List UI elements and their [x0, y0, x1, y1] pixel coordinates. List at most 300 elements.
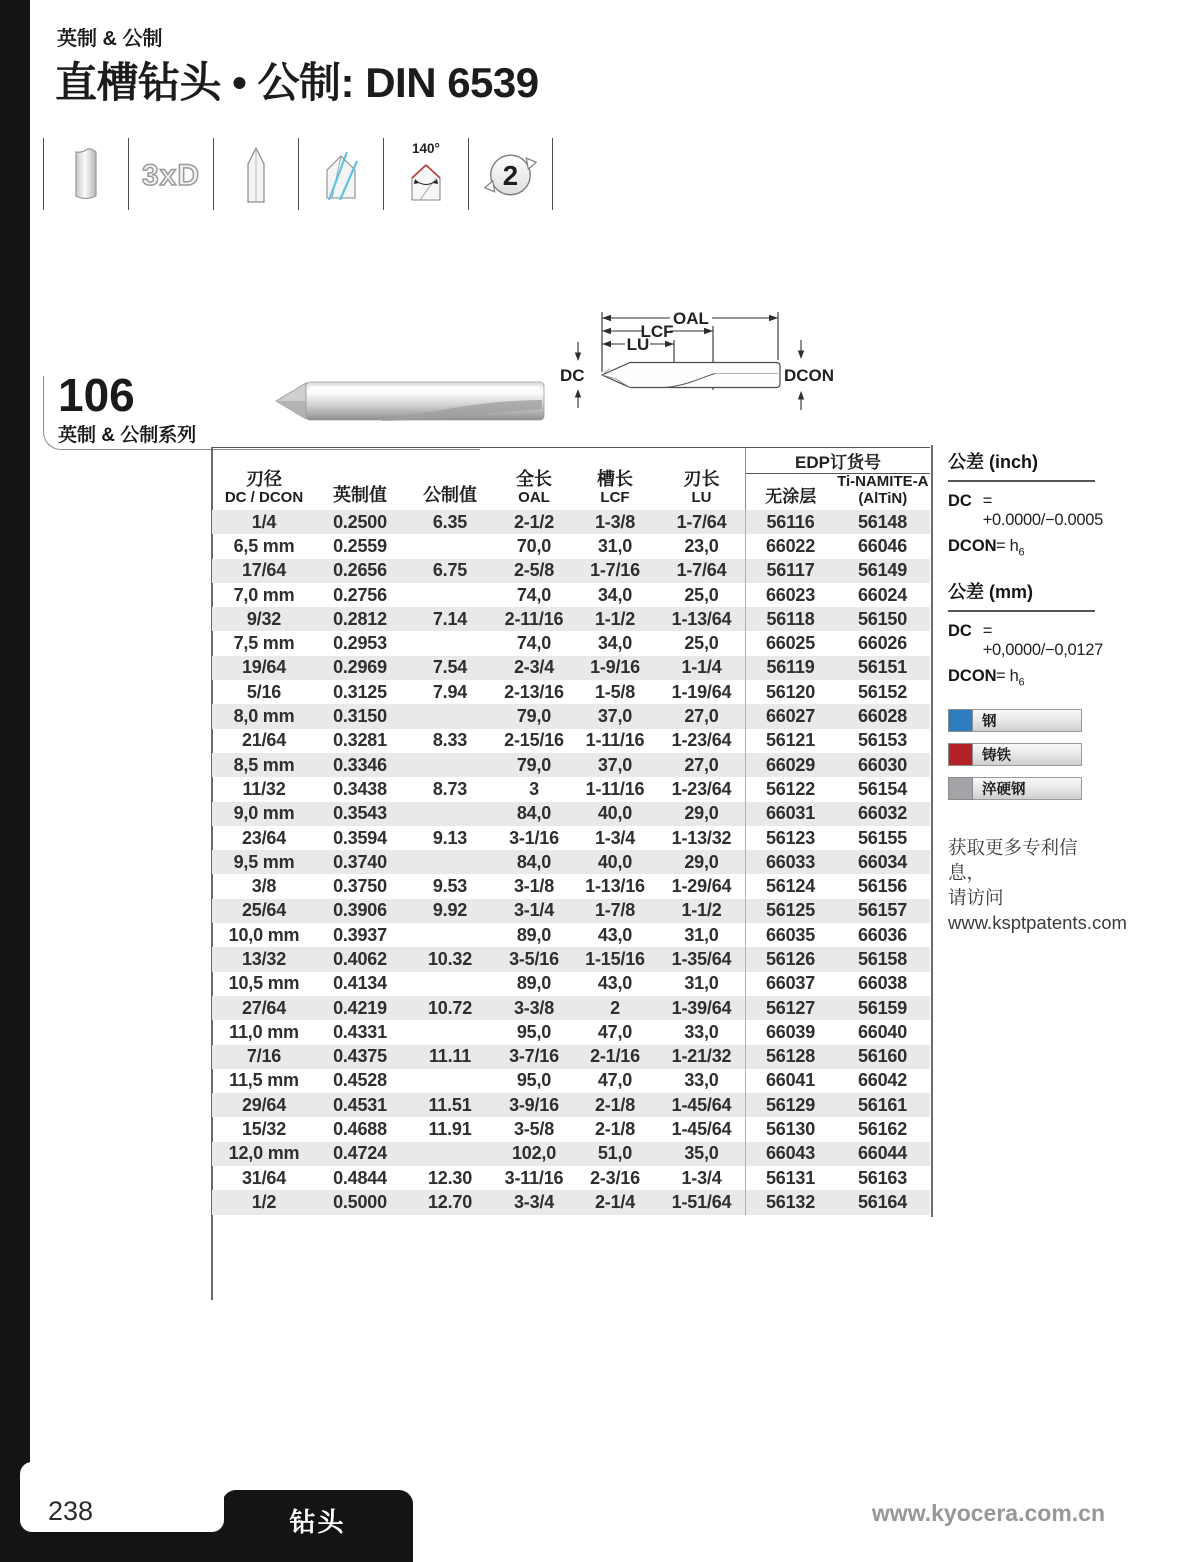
- footer-category-tab: [222, 1490, 413, 1562]
- table-cell: 0.5000: [333, 1191, 387, 1212]
- table-cell: 27,0: [684, 754, 719, 775]
- table-cell: 3-11/16: [504, 1167, 564, 1188]
- table-cell: 74,0: [516, 633, 552, 654]
- table-cell: 9.13: [432, 827, 468, 848]
- table-cell: 0.4375: [333, 1046, 387, 1067]
- point-angle-label: 140°: [412, 141, 440, 156]
- table-row: [212, 777, 930, 801]
- table-row: [212, 1166, 930, 1190]
- table-cell: 2-1/2: [513, 511, 555, 532]
- table-cell: [404, 534, 496, 558]
- table-cell: 0.4528: [333, 1070, 387, 1091]
- table-cell: 1-19/64: [671, 681, 732, 702]
- table-cell: 5/16: [246, 681, 282, 702]
- table-cell: 7.94: [432, 681, 468, 702]
- table-cell: 95,0: [516, 1021, 552, 1042]
- table-cell: 1-1/4: [681, 657, 722, 678]
- tolerance-inch-dcon: DCON = $h_6$: [948, 537, 1025, 559]
- table-cell: 6.35: [432, 511, 468, 532]
- table-cell: 3-1/16: [509, 827, 559, 848]
- col-header-oal: 全长 OAL: [516, 468, 552, 506]
- table-cell: 1-1/2: [594, 608, 636, 629]
- table-cell: 1-11/16: [585, 778, 645, 799]
- table-cell: 11.11: [428, 1046, 472, 1067]
- table-cell: 56125: [745, 899, 835, 923]
- diagram-dc-label: DC: [560, 366, 585, 385]
- table-cell: 1-3/8: [594, 511, 636, 532]
- table-cell: 56158: [857, 948, 908, 969]
- table-cell: 56128: [745, 1045, 835, 1069]
- table-cell: [404, 1142, 496, 1166]
- material-color-swatch: [948, 777, 973, 800]
- table-cell: 89,0: [516, 973, 552, 994]
- tolerance-mm-dc: DC = +0,0000/−0,0127: [948, 622, 1103, 660]
- table-cell: 0.3740: [333, 851, 387, 872]
- table-cell: 66027: [745, 704, 835, 728]
- table-cell: 1-13/32: [671, 827, 732, 848]
- table-cell: 23/64: [241, 827, 287, 848]
- table-cell: 29/64: [241, 1094, 287, 1115]
- table-cell: 0.2969: [333, 657, 387, 678]
- table-cell: 1-13/64: [671, 608, 732, 629]
- table-cell: 1-7/16: [590, 560, 640, 581]
- table-cell: 8,5 mm: [233, 754, 295, 775]
- table-row: [212, 972, 930, 996]
- table-cell: 66036: [857, 924, 908, 945]
- table-cell: 79,0: [516, 754, 552, 775]
- table-cell: 1-23/64: [671, 778, 732, 799]
- table-row: [212, 559, 930, 583]
- material-label-bar: [973, 777, 1082, 800]
- table-cell: 29,0: [684, 851, 719, 872]
- table-sidebar-divider: [931, 445, 933, 1217]
- table-cell: 66035: [745, 923, 835, 947]
- table-cell: 1-45/64: [671, 1094, 732, 1115]
- table-cell: 56130: [745, 1117, 835, 1141]
- table-cell: 11.91: [428, 1119, 472, 1140]
- table-cell: 1-23/64: [671, 730, 732, 751]
- col-header-ti-namite: Ti-NAMITE-A (AlTiN): [837, 473, 929, 507]
- tolerance-inch-dc: DC = +0.0000/−0.0005: [948, 492, 1103, 529]
- spec-table: [212, 447, 930, 1215]
- table-cell: [404, 1020, 496, 1044]
- table-cell: 25,0: [684, 633, 719, 654]
- table-cell: 10.72: [427, 997, 473, 1018]
- table-cell: 0.2812: [333, 608, 387, 629]
- table-cell: 51,0: [597, 1143, 633, 1164]
- table-row: [212, 631, 930, 655]
- table-cell: 0.3438: [333, 778, 387, 799]
- table-cell: 1-7/64: [676, 511, 727, 532]
- table-cell: 56120: [745, 680, 835, 704]
- table-cell: [404, 850, 496, 874]
- table-cell: 56129: [745, 1093, 835, 1117]
- table-cell: 0.4531: [333, 1094, 387, 1115]
- spec-table-header: [212, 448, 930, 510]
- col-header-diameter: 刃径 DC / DCON: [224, 468, 304, 506]
- table-cell: 7.14: [432, 608, 468, 629]
- drill-photo: [270, 372, 552, 435]
- table-cell: 34,0: [597, 633, 633, 654]
- table-cell: 70,0: [516, 535, 552, 556]
- table-cell: 3-1/8: [513, 876, 555, 897]
- table-row: [212, 656, 930, 680]
- table-cell: 1-1/2: [681, 900, 722, 921]
- table-cell: 12.70: [427, 1191, 473, 1212]
- table-cell: 1/2: [251, 1191, 277, 1212]
- margin-flute-icon: [299, 138, 383, 210]
- table-row: [212, 607, 930, 631]
- table-cell: 34,0: [597, 584, 633, 605]
- table-cell: 21/64: [241, 730, 287, 751]
- table-cell: 25/64: [241, 900, 287, 921]
- table-cell: 66025: [745, 631, 835, 655]
- table-cell: 8.33: [432, 730, 468, 751]
- table-cell: 37,0: [597, 706, 633, 727]
- table-cell: 1-15/16: [585, 948, 645, 969]
- table-cell: 1-5/8: [594, 681, 636, 702]
- table-cell: 84,0: [516, 851, 552, 872]
- table-cell: 0.3906: [333, 900, 387, 921]
- table-cell: 1-21/32: [671, 1046, 732, 1067]
- material-label-bar: [973, 743, 1082, 766]
- table-cell: 43,0: [597, 924, 633, 945]
- table-cell: 66029: [745, 753, 835, 777]
- table-row: [212, 534, 930, 558]
- table-row: [212, 947, 930, 971]
- col-header-lu: 刃长 LU: [683, 468, 720, 506]
- table-cell: 3-5/8: [513, 1119, 555, 1140]
- table-cell: 0.2656: [333, 560, 387, 581]
- table-cell: 10,5 mm: [228, 973, 300, 994]
- table-cell: 3-3/4: [513, 1191, 555, 1212]
- table-cell: 56161: [857, 1094, 908, 1115]
- table-row: [212, 850, 930, 874]
- table-cell: 56164: [857, 1191, 908, 1212]
- table-row: [212, 583, 930, 607]
- table-cell: 9/32: [246, 608, 282, 629]
- table-cell: 66024: [857, 584, 908, 605]
- table-cell: 0.3543: [333, 803, 387, 824]
- table-cell: 2-5/8: [513, 560, 555, 581]
- material-label: 铸铁: [982, 747, 1011, 764]
- table-cell: 0.4724: [333, 1143, 387, 1164]
- table-row: [212, 874, 930, 898]
- table-cell: [404, 631, 496, 655]
- table-cell: 3-9/16: [509, 1094, 559, 1115]
- table-cell: 0.3125: [333, 681, 387, 702]
- table-cell: [404, 583, 496, 607]
- icon-cell-drill-blank: [213, 138, 298, 210]
- table-cell: 10,0 mm: [228, 924, 300, 945]
- table-row: [212, 1190, 930, 1214]
- table-row: [212, 704, 930, 728]
- table-cell: 56154: [857, 778, 908, 799]
- table-row: [212, 1117, 930, 1141]
- material-label: 钢: [982, 713, 997, 730]
- table-cell: 2-11/16: [504, 608, 564, 629]
- material-color-swatch: [948, 709, 973, 732]
- table-cell: 56162: [857, 1119, 908, 1140]
- table-cell: 27,0: [684, 706, 719, 727]
- table-cell: 11/32: [242, 778, 286, 799]
- table-cell: [404, 753, 496, 777]
- table-cell: 56117: [745, 559, 835, 583]
- table-cell: 0.2756: [333, 584, 387, 605]
- table-cell: 0.3346: [333, 754, 387, 775]
- table-cell: 1-3/4: [594, 827, 636, 848]
- table-cell: 0.4134: [333, 973, 387, 994]
- table-cell: 56127: [745, 996, 835, 1020]
- table-cell: 1-35/64: [671, 948, 732, 969]
- table-cell: 0.3150: [333, 706, 387, 727]
- table-cell: 11,0 mm: [229, 1021, 299, 1042]
- table-cell: 1/4: [251, 511, 277, 532]
- table-cell: 66028: [857, 706, 908, 727]
- table-cell: 7,5 mm: [233, 633, 295, 654]
- table-cell: 13/32: [241, 948, 287, 969]
- table-row: [212, 996, 930, 1020]
- table-cell: 9,0 mm: [233, 803, 295, 824]
- table-cell: 33,0: [684, 1070, 719, 1091]
- table-cell: [404, 923, 496, 947]
- material-chip: [948, 777, 1082, 800]
- sidebar: [948, 448, 1127, 935]
- table-row: [212, 1020, 930, 1044]
- table-cell: 0.2953: [333, 633, 387, 654]
- table-cell: 0.3937: [333, 924, 387, 945]
- table-cell: 56153: [857, 730, 908, 751]
- table-cell: 8.73: [432, 778, 468, 799]
- table-cell: 25,0: [684, 584, 719, 605]
- table-cell: 56123: [745, 826, 835, 850]
- table-row: [212, 729, 930, 753]
- table-cell: 3-1/4: [513, 900, 555, 921]
- table-cell: 56116: [745, 510, 835, 534]
- table-cell: 66023: [745, 583, 835, 607]
- table-cell: 0.4062: [333, 948, 387, 969]
- table-cell: 56119: [745, 656, 835, 680]
- table-cell: 95,0: [516, 1070, 552, 1091]
- table-cell: 1-29/64: [671, 876, 732, 897]
- table-cell: 7.54: [432, 657, 468, 678]
- icon-cell-margin: [298, 138, 383, 210]
- table-cell: 56152: [857, 681, 908, 702]
- table-cell: 15/32: [241, 1119, 287, 1140]
- col-header-metric-value: 公制值: [423, 485, 477, 506]
- material-label-bar: [973, 709, 1082, 732]
- drill-blank-icon: [214, 138, 298, 210]
- table-row: [212, 826, 930, 850]
- table-cell: 9,5 mm: [233, 851, 295, 872]
- table-cell: 66044: [857, 1143, 908, 1164]
- table-cell: 84,0: [516, 803, 552, 824]
- diagram-lcf-label: LCF: [640, 322, 674, 341]
- col-header-uncoated: 无涂层: [765, 487, 817, 507]
- page-number: 238: [48, 1496, 94, 1526]
- table-row: [212, 1045, 930, 1069]
- diagram-lu-label: LU: [626, 335, 650, 354]
- edp-column-group: [745, 448, 930, 510]
- table-cell: 56157: [857, 900, 908, 921]
- table-cell: 2-1/8: [594, 1094, 636, 1115]
- dimension-diagram: [558, 298, 930, 455]
- table-cell: 31,0: [597, 535, 633, 556]
- table-cell: 40,0: [597, 803, 633, 824]
- page-title: 直槽钻头 • 公制: DIN 6539: [55, 59, 539, 106]
- table-cell: 56151: [857, 657, 908, 678]
- table-cell: 66032: [857, 803, 908, 824]
- table-cell: 6.75: [432, 560, 468, 581]
- table-cell: 0.2559: [333, 535, 387, 556]
- table-cell: 89,0: [516, 924, 552, 945]
- table-row: [212, 753, 930, 777]
- table-cell: [404, 972, 496, 996]
- table-cell: 66034: [857, 851, 908, 872]
- header-eyebrow: 英制 & 公制: [57, 28, 163, 50]
- tolerance-mm-title: 公差 (mm): [948, 578, 1095, 612]
- table-cell: 56150: [857, 608, 908, 629]
- table-cell: 66031: [745, 802, 835, 826]
- website-url[interactable]: www.kyocera.com.cn: [871, 1500, 1105, 1526]
- table-cell: 1-45/64: [671, 1119, 732, 1140]
- table-cell: 12,0 mm: [228, 1143, 300, 1164]
- table-cell: 6,5 mm: [233, 535, 295, 556]
- table-cell: 0.4331: [333, 1021, 387, 1042]
- table-cell: 7,0 mm: [233, 584, 295, 605]
- table-cell: 43,0: [597, 973, 633, 994]
- icon-cell-length-ratio: [128, 138, 213, 210]
- page-number-box: [20, 1462, 224, 1532]
- table-cell: 33,0: [684, 1021, 719, 1042]
- table-cell: 3-3/8: [513, 997, 555, 1018]
- table-cell: 56149: [857, 560, 908, 581]
- table-row: [212, 802, 930, 826]
- table-cell: 0.3750: [333, 876, 387, 897]
- table-cell: 31/64: [241, 1167, 287, 1188]
- table-cell: 66026: [857, 633, 908, 654]
- table-cell: 37,0: [597, 754, 633, 775]
- table-row: [212, 680, 930, 704]
- flute-count-icon: [469, 138, 552, 210]
- table-cell: 8,0 mm: [233, 706, 295, 727]
- table-cell: [404, 802, 496, 826]
- table-cell: 0.4844: [333, 1167, 387, 1188]
- table-cell: 3-7/16: [509, 1046, 559, 1067]
- left-edge-band: [0, 0, 30, 1562]
- table-cell: 1-11/16: [585, 730, 645, 751]
- table-cell: 1-39/64: [671, 997, 732, 1018]
- table-cell: 23,0: [684, 535, 719, 556]
- table-cell: 1-51/64: [671, 1191, 732, 1212]
- flute-count-label: 2: [502, 159, 519, 191]
- table-cell: 9.53: [432, 876, 468, 897]
- table-row: [212, 1093, 930, 1117]
- length-ratio-label: 3xD: [141, 159, 201, 192]
- icon-cell-shank: [43, 138, 128, 210]
- edp-group-title: EDP订货号: [746, 448, 930, 474]
- table-cell: 2: [610, 997, 620, 1018]
- table-cell: 56118: [745, 607, 835, 631]
- table-cell: 17/64: [241, 560, 287, 581]
- table-cell: [404, 704, 496, 728]
- table-cell: [404, 1069, 496, 1093]
- table-cell: 56159: [857, 997, 908, 1018]
- table-cell: 0.3281: [333, 730, 387, 751]
- material-chip: [948, 743, 1082, 766]
- table-cell: 2-15/16: [504, 730, 564, 751]
- col-header-inch-value: 英制值: [333, 485, 387, 506]
- table-cell: 2-3/16: [590, 1167, 640, 1188]
- patent-url[interactable]: www.ksptpatents.com: [948, 911, 1127, 933]
- table-cell: 47,0: [597, 1070, 633, 1091]
- table-cell: 66040: [857, 1021, 908, 1042]
- table-cell: 66042: [857, 1070, 908, 1091]
- footer-category-label: 钻头: [289, 1507, 346, 1537]
- table-cell: 0.4219: [333, 997, 387, 1018]
- table-cell: 19/64: [241, 657, 287, 678]
- table-cell: 2-3/4: [513, 657, 555, 678]
- table-cell: 0.2500: [333, 511, 387, 532]
- table-cell: 3-5/16: [509, 948, 559, 969]
- table-cell: 56132: [745, 1190, 835, 1214]
- table-cell: 1-7/8: [594, 900, 636, 921]
- table-cell: 66039: [745, 1020, 835, 1044]
- table-cell: 2-1/16: [590, 1046, 640, 1067]
- table-row: [212, 899, 930, 923]
- table-cell: 56155: [857, 827, 908, 848]
- table-cell: 0.4688: [333, 1119, 387, 1140]
- table-cell: 56160: [857, 1046, 908, 1067]
- table-cell: 3: [529, 778, 539, 799]
- table-cell: 31,0: [684, 924, 719, 945]
- table-cell: 1-13/16: [585, 876, 645, 897]
- patent-note: 获取更多专利信息， 请访问 www.ksptpatents.com: [948, 836, 1103, 936]
- table-cell: 9.92: [432, 900, 468, 921]
- material-chip: [948, 709, 1082, 732]
- table-cell: 56156: [857, 876, 908, 897]
- table-cell: 102,0: [511, 1143, 557, 1164]
- table-cell: 1-7/64: [676, 560, 727, 581]
- table-cell: 66022: [745, 534, 835, 558]
- series-label: 英制 & 公制系列: [58, 425, 197, 446]
- table-cell: 7/16: [246, 1046, 282, 1067]
- table-cell: 47,0: [597, 1021, 633, 1042]
- table-cell: 0.3594: [333, 827, 387, 848]
- tolerance-inch-title: 公差 (inch): [948, 448, 1095, 482]
- table-cell: 66037: [745, 972, 835, 996]
- table-cell: 56121: [745, 729, 835, 753]
- table-row: [212, 923, 930, 947]
- table-row: [212, 510, 930, 534]
- table-cell: 79,0: [516, 706, 552, 727]
- col-header-lcf: 槽长 LCF: [597, 468, 633, 506]
- table-cell: 11.51: [428, 1094, 472, 1115]
- table-cell: 2-13/16: [504, 681, 564, 702]
- straight-shank-icon: [44, 138, 128, 210]
- table-cell: 66046: [857, 535, 908, 556]
- table-cell: 66030: [857, 754, 908, 775]
- table-cell: 56124: [745, 874, 835, 898]
- table-cell: 40,0: [597, 851, 633, 872]
- table-cell: 66033: [745, 850, 835, 874]
- 3xd-ratio-icon: [129, 138, 213, 210]
- feature-icon-strip: [43, 138, 553, 210]
- table-cell: 29,0: [684, 803, 719, 824]
- diagram-dcon-label: DCON: [784, 366, 835, 385]
- table-cell: 2-1/4: [594, 1191, 636, 1212]
- table-cell: 12.30: [427, 1167, 473, 1188]
